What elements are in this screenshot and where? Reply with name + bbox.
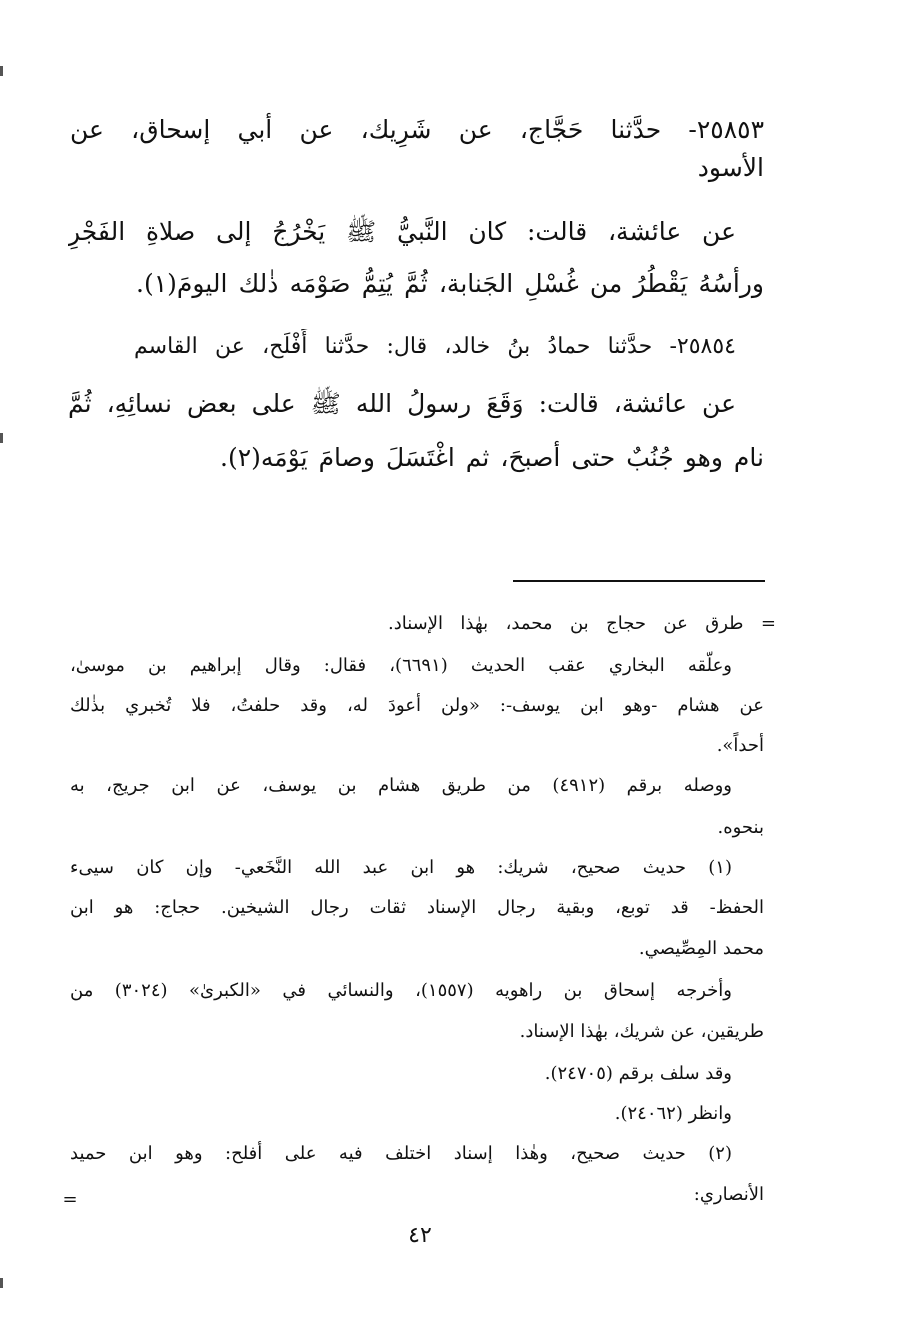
footnote-line-3: عن هشام -وهو ابن يوسف-: «ولن أعودَ له، وقد حلفتُ، فلا تُخبري بذٰلك	[70, 695, 764, 716]
hadith-25853-line-4: ورأسُهُ يَقْطُرُ من غُسْلِ الجَنابة، ثُمَّ يُتِمُّ صَوْمَه ذٰلك اليومَ(١).	[136, 269, 764, 298]
hadith-25853-line-2: الأسود	[697, 153, 764, 182]
footnote-line-13: وانظر (٢٤٠٦٢).	[614, 1103, 732, 1124]
hadith-25854-line-2: عن عائشة، قالت: وَقَعَ رسولُ الله ﷺ على بعض نسائِهِ، ثُمَّ	[68, 389, 736, 418]
footnote-line-14: (٢) حديث صحيح، وهٰذا إسناد اختلف فيه على أفلح: وهو ابن حميد	[70, 1143, 732, 1164]
scan-edge-mark	[0, 433, 3, 443]
hadith-25853-line-3: عن عائشة، قالت: كان النَّبيُّ ﷺ يَخْرُجُ إلى صلاةِ الفَجْرِ	[68, 217, 736, 246]
footnote-line-2: وعلّقه البخاري عقب الحديث (٦٦٩١)، فقال: وقال إبراهيم بن موسىٰ،	[70, 655, 732, 676]
footnote-line-6: بنحوه.	[717, 817, 764, 838]
footnote-line-12: وقد سلف برقم (٢٤٧٠٥).	[544, 1063, 732, 1084]
footnote-line-5: ووصله برقم (٤٩١٢) من طريق هشام بن يوسف، عن ابن جريج، به	[70, 775, 732, 796]
scan-edge-mark	[0, 1278, 3, 1288]
hadith-25853-line-1: ٢٥٨٥٣- حدَّثنا حَجَّاج، عن شَرِيك، عن أبي إسحاق، عن	[70, 115, 764, 144]
hadith-25854-line-1: ٢٥٨٥٤- حدَّثنا حمادُ بنُ خالد، قال: حدَّثنا أَفْلَح، عن القاسم	[134, 334, 736, 359]
hadith-25854-line-3: نام وهو جُنُبٌ حتى أصبحَ، ثم اغْتَسَلَ وصامَ يَوْمَه(٢).	[220, 443, 764, 472]
footnote-line-4: أحداً».	[716, 735, 764, 756]
scan-edge-mark	[0, 66, 3, 76]
footnote-line-7: (١) حديث صحيح، شريك: هو ابن عبد الله النَّخَعي- وإن كان سيىء	[70, 857, 732, 878]
footnote-line-10: وأخرجه إسحاق بن راهويه (١٥٥٧)، والنسائي في «الكبرىٰ» (٣٠٢٤) من	[70, 980, 732, 1001]
footnote-line-1: = طرق عن حجاج بن محمد، بهٰذا الإسناد.	[388, 613, 776, 634]
footnote-line-9: محمد المِصِّيصي.	[638, 938, 764, 959]
footnote-line-8: الحفظ- قد توبع، وبقية رجال الإسناد ثقات رجال الشيخين. حجاج: هو ابن	[70, 897, 764, 918]
continuation-mark: =	[62, 1189, 78, 1210]
page-number: ٤٢	[408, 1223, 432, 1248]
footnote-line-11: طريقين، عن شريك، بهٰذا الإسناد.	[519, 1021, 764, 1042]
footnote-separator	[513, 580, 765, 582]
footnote-line-15: الأنصاري:	[693, 1184, 764, 1205]
